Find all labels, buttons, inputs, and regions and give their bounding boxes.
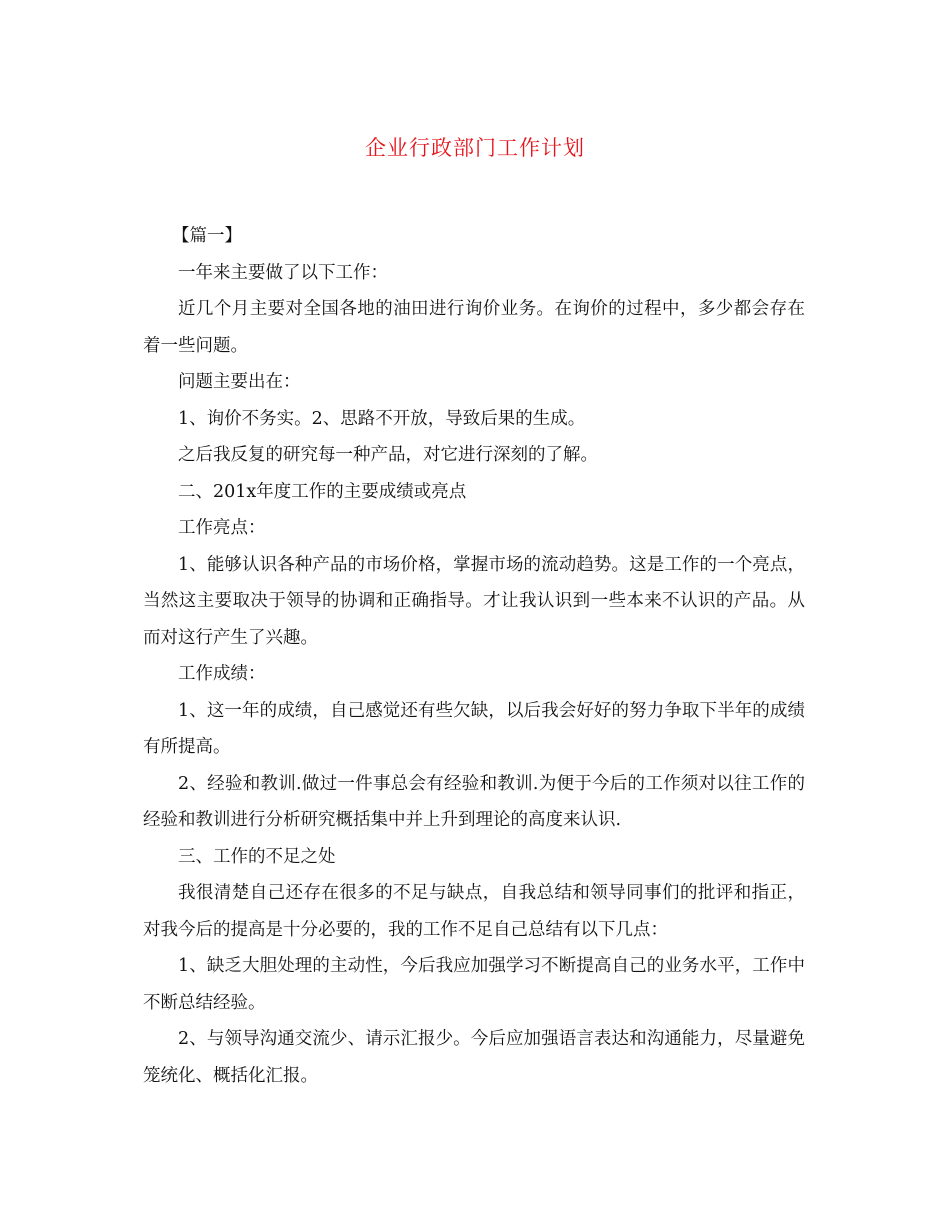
paragraph: 之后我反复的研究每一种产品，对它进行深刻的了解。 bbox=[178, 445, 598, 465]
section-label-part-one: 【篇一】 bbox=[172, 226, 242, 246]
paragraph: 我很清楚自己还存在很多的不足与缺点，自我总结和领导同事们的批评和指正，对我今后的提高是十分必要的，我的工作不足自己总结有以下几点： bbox=[143, 883, 805, 940]
paragraph: 一年来主要做了以下工作： bbox=[178, 262, 388, 283]
section-heading: 三、工作的不足之处 bbox=[178, 846, 336, 867]
paragraph: 近几个月主要对全国各地的油田进行询价业务。在询价的过程中，多少都会存在着一些问题。 bbox=[143, 299, 805, 356]
paragraph: 1、缺乏大胆处理的主动性，今后我应加强学习不断提高自己的业务水平，工作中不断总结经验。 bbox=[143, 956, 805, 1013]
paragraph: 问题主要出在： bbox=[178, 372, 301, 392]
paragraph: 工作成绩： bbox=[178, 664, 266, 684]
paragraph: 工作亮点： bbox=[178, 518, 266, 538]
document-title: 企业行政部门工作计划 bbox=[365, 136, 585, 160]
paragraph: 2、与领导沟通交流少、请示汇报少。今后应加强语言表达和沟通能力，尽量避免笼统化、概括化汇报。 bbox=[143, 1029, 805, 1086]
section-heading: 二、201x年度工作的主要成绩或亮点 bbox=[178, 481, 467, 502]
paragraph: 1、能够认识各种产品的市场价格，掌握市场的流动趋势。这是工作的一个亮点，当然这主要取决于领导的协调和正确指导。才让我认识到一些本来不认识的产品。从而对这行产生了兴趣。 bbox=[143, 554, 805, 648]
document-body bbox=[143, 218, 805, 1094]
paragraph: 1、这一年的成绩，自己感觉还有些欠缺，以后我会好好的努力争取下半年的成绩有所提高。 bbox=[143, 700, 805, 757]
paragraph: 2、经验和教训.做过一件事总会有经验和教训.为便于今后的工作须对以往工作的经验和教训进行分析研究概括集中并上升到理论的高度来认识. bbox=[143, 773, 805, 830]
paragraph: 1、询价不务实。2、思路不开放，导致后果的生成。 bbox=[178, 408, 586, 429]
